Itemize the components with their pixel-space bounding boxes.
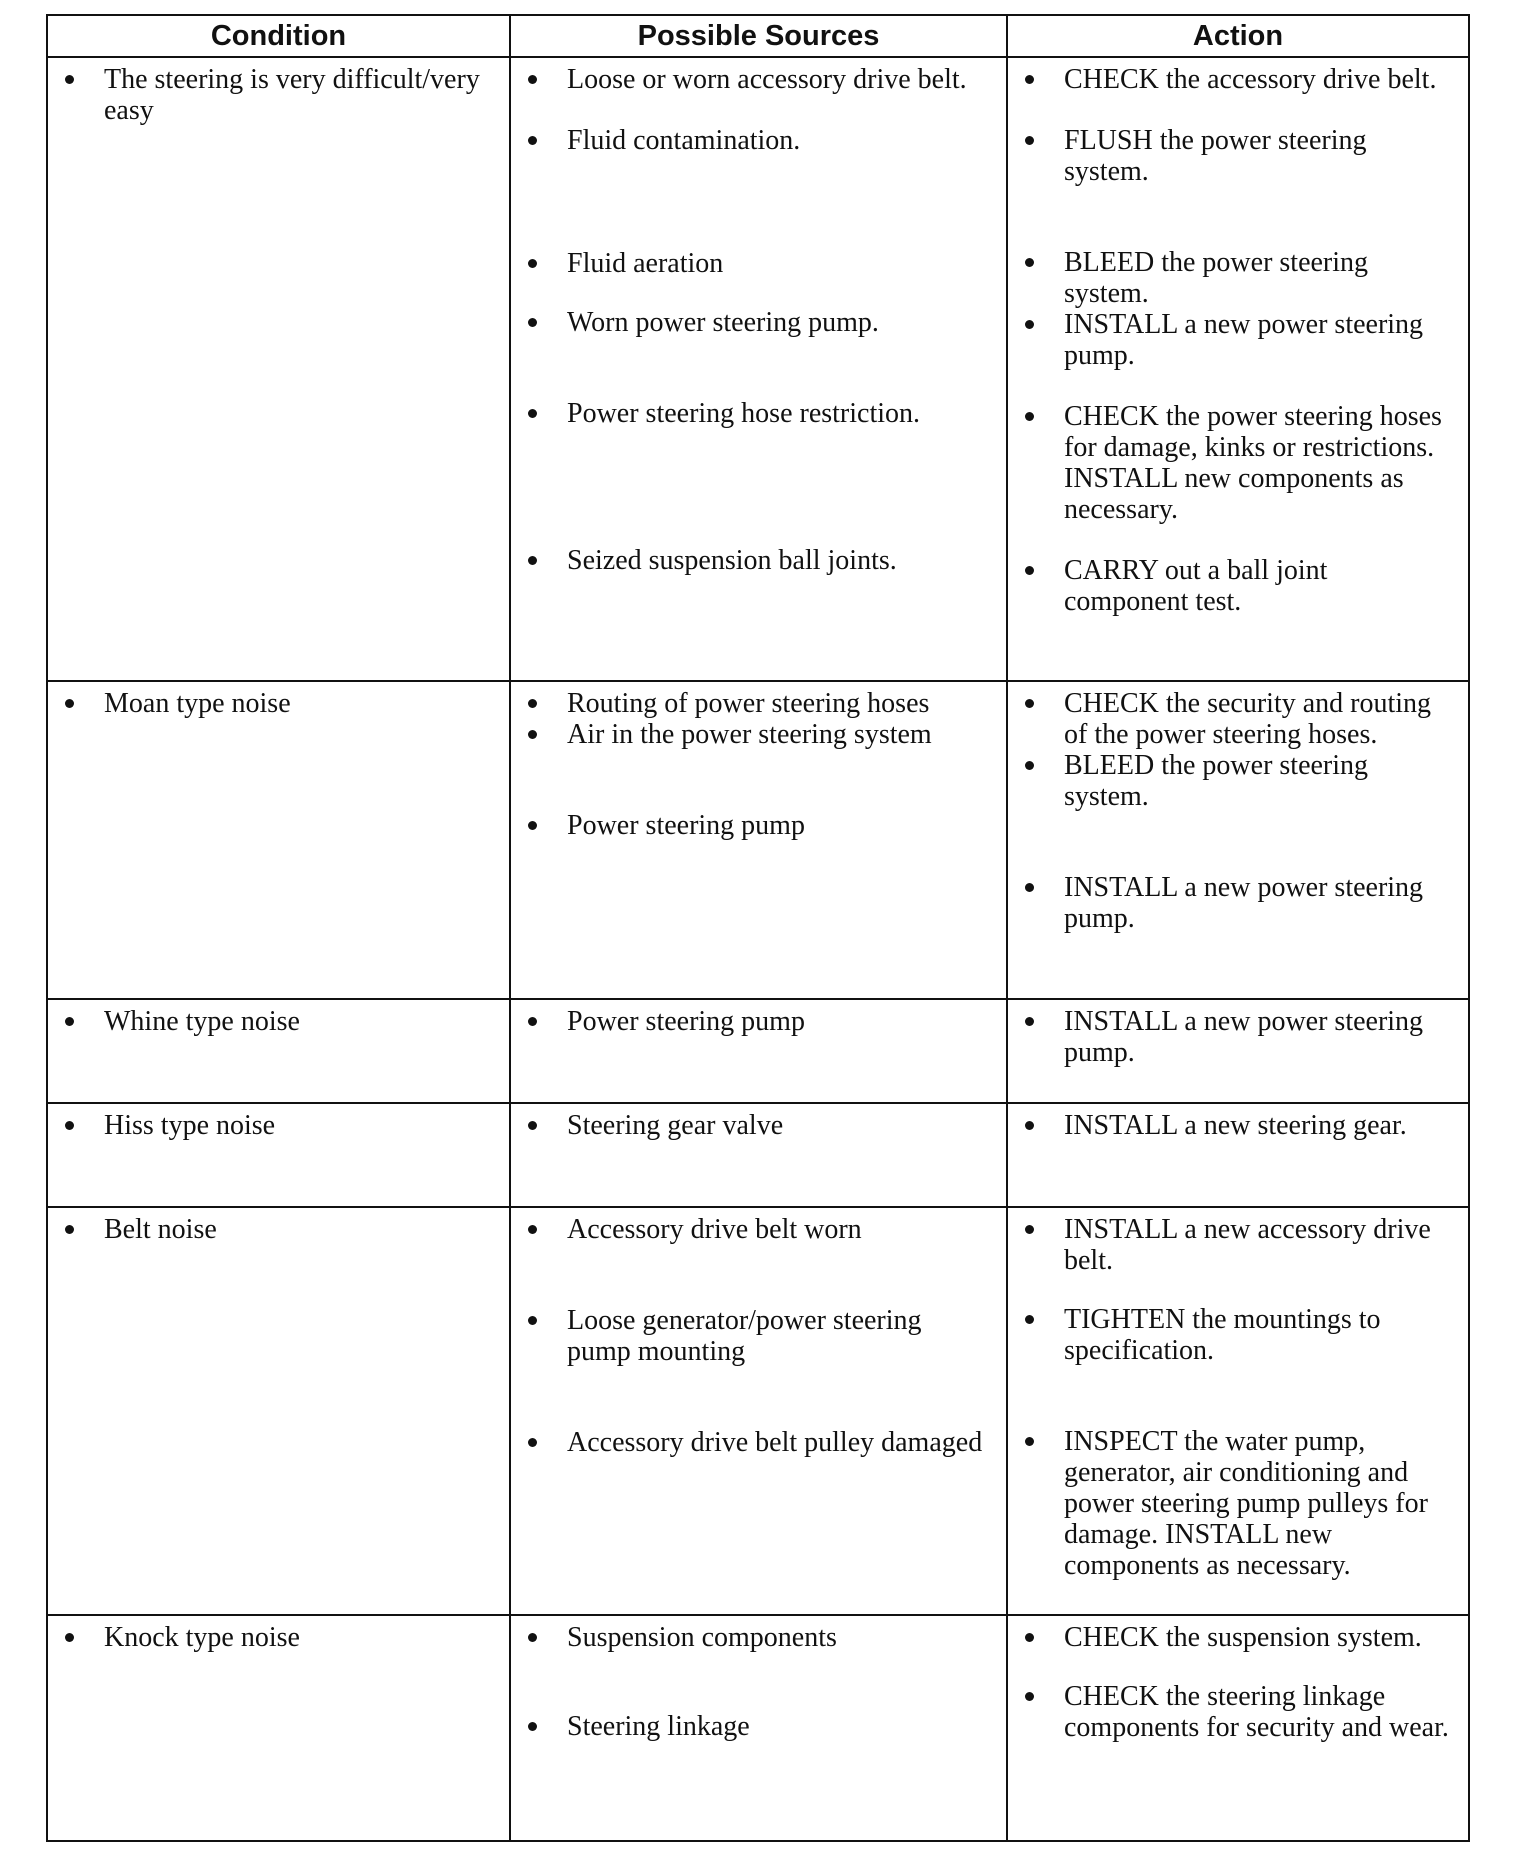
header-action: Action — [1007, 15, 1469, 57]
action-item: INSTALL a new power steering pump. — [1018, 1006, 1454, 1068]
action-item: CHECK the suspension system. — [1018, 1622, 1454, 1653]
table-row — [47, 681, 1469, 999]
header-row — [47, 15, 1469, 57]
action-item: BLEED the power steering system. — [1018, 247, 1454, 309]
action-item: CHECK the steering linkage components for security and wear. — [1018, 1681, 1454, 1743]
source-item: Loose generator/power steering pump mounting — [521, 1305, 992, 1367]
source-item: Seized suspension ball joints. — [521, 545, 992, 576]
source-item: Power steering pump — [521, 1006, 992, 1037]
condition-cell — [47, 1207, 510, 1615]
action-item: FLUSH the power steering system. — [1018, 125, 1454, 187]
action-item: INSTALL a new power steering pump. — [1018, 309, 1454, 371]
table-row — [47, 1207, 1469, 1615]
source-item: Worn power steering pump. — [521, 307, 992, 338]
action-cell — [1007, 681, 1469, 999]
condition-text: Hiss type noise — [58, 1110, 495, 1141]
sources-cell — [510, 1615, 1007, 1841]
source-item: Steering linkage — [521, 1711, 992, 1742]
source-item: Fluid aeration — [521, 248, 992, 279]
source-item: Air in the power steering system — [521, 719, 992, 750]
source-item: Accessory drive belt pulley damaged — [521, 1427, 992, 1458]
action-cell — [1007, 1103, 1469, 1207]
condition-text: Whine type noise — [58, 1006, 495, 1037]
source-item: Power steering hose restriction. — [521, 398, 992, 429]
action-cell — [1007, 999, 1469, 1103]
source-item: Steering gear valve — [521, 1110, 992, 1141]
condition-cell — [47, 57, 510, 681]
sources-cell — [510, 999, 1007, 1103]
sources-cell — [510, 681, 1007, 999]
table-row — [47, 1615, 1469, 1841]
header-condition: Condition — [47, 15, 510, 57]
table-row — [47, 1103, 1469, 1207]
diagnosis-table-sheet — [46, 14, 1468, 1842]
action-item: INSTALL a new steering gear. — [1018, 1110, 1454, 1141]
source-item: Fluid contamination. — [521, 125, 992, 156]
action-item: CHECK the power steering hoses for damage, kinks or restrictions. INSTALL new components as necessary. — [1018, 401, 1454, 525]
condition-text: The steering is very difficult/very easy — [58, 64, 495, 126]
sources-cell — [510, 1207, 1007, 1615]
action-cell — [1007, 57, 1469, 681]
action-cell — [1007, 1207, 1469, 1615]
condition-cell — [47, 1615, 510, 1841]
condition-text: Moan type noise — [58, 688, 495, 719]
action-item: TIGHTEN the mountings to specification. — [1018, 1304, 1454, 1366]
header-sources: Possible Sources — [510, 15, 1007, 57]
condition-cell — [47, 1103, 510, 1207]
diagnosis-table — [46, 14, 1470, 1842]
action-item: INSTALL a new power steering pump. — [1018, 872, 1454, 934]
sources-cell — [510, 57, 1007, 681]
source-item: Suspension components — [521, 1622, 992, 1653]
condition-text: Knock type noise — [58, 1622, 495, 1653]
sources-cell — [510, 1103, 1007, 1207]
action-cell — [1007, 1615, 1469, 1841]
condition-cell — [47, 681, 510, 999]
source-item: Power steering pump — [521, 810, 992, 841]
source-item: Loose or worn accessory drive belt. — [521, 64, 992, 95]
action-item: CHECK the security and routing of the power steering hoses. — [1018, 688, 1454, 750]
action-item: INSPECT the water pump, generator, air conditioning and power steering pump pulleys for damage. INSTALL new components as necessary. — [1018, 1426, 1454, 1581]
action-item: INSTALL a new accessory drive belt. — [1018, 1214, 1454, 1276]
action-item: BLEED the power steering system. — [1018, 750, 1454, 812]
action-item: CHECK the accessory drive belt. — [1018, 64, 1454, 95]
action-item: CARRY out a ball joint component test. — [1018, 555, 1454, 617]
source-item: Accessory drive belt worn — [521, 1214, 992, 1245]
condition-text: Belt noise — [58, 1214, 495, 1245]
condition-cell — [47, 999, 510, 1103]
table-row — [47, 999, 1469, 1103]
source-item: Routing of power steering hoses — [521, 688, 992, 719]
table-row — [47, 57, 1469, 681]
